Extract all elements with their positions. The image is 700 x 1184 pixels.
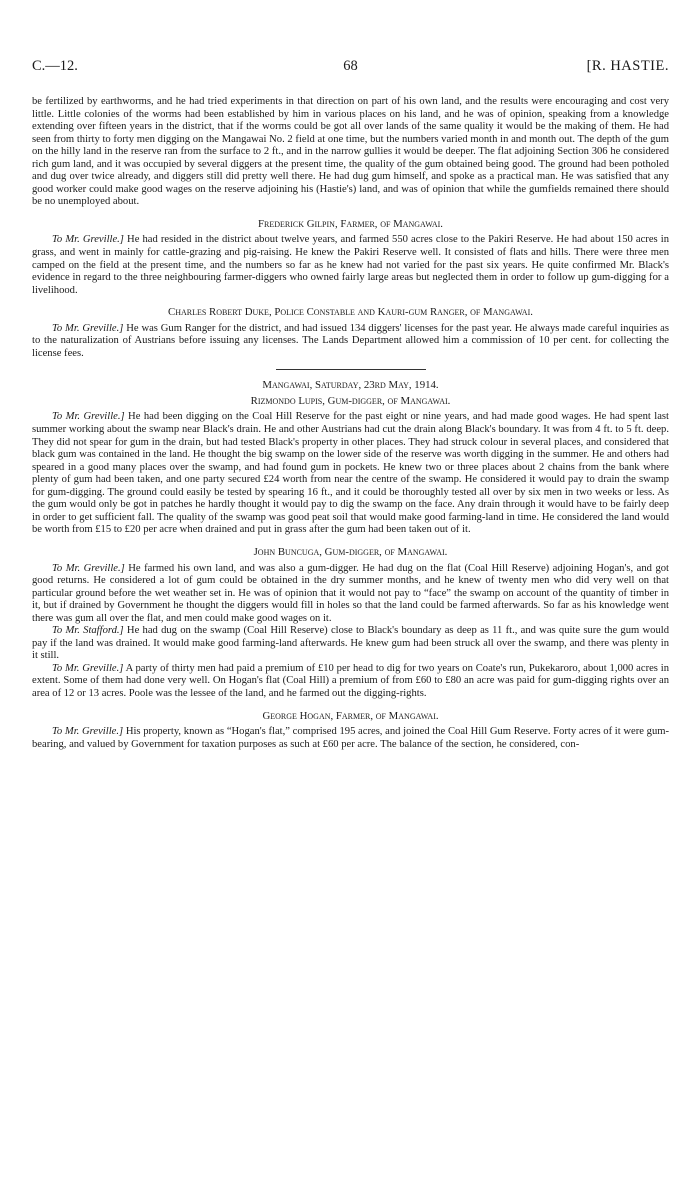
buncuga-paragraph-2 — [32, 625, 669, 663]
buncuga-address-3: To Mr. Greville.] — [52, 662, 124, 674]
page-number: 68 — [343, 58, 358, 74]
witness-heading-gilpin: Frederick Gilpin, Farmer, of Mangawai. — [258, 217, 443, 230]
witness-heading-duke: Charles Robert Duke, Police Constable and Kauri-gum Ranger, of Mangawai. — [168, 306, 533, 319]
witness-heading-lupis: Rizmondo Lupis, Gum-digger, of Mangawai. — [250, 394, 451, 407]
lupis-text: He had been digging on the Coal Hill Reserve for the past eight or nine years, and had made good wages. He had spent last summer working about the swamp near Black's drain. He and other Austrians had cut the drain along Black's boundary. It was from 4 ft. to 5 ft. deep. They did not spear for gum in the drain, but had tested Black's property in other places. They had struck colour in several places, and considered that black gum was contained in the land. He thought the big swamp on the lower side of the reserve was worth digging in the summer. He and others had speared in a good many places over the swamp, and had found gum in pockets. He knew two or three places about 2 chains from the bank where plenty of gum had been taken, and one party secured £24 worth from near the centre of the swamp. He considered it would pay to drain the swamp for gum-digging. The ground could easily be tested by spearing 16 ft., and it could be thoroughly tested all over by six men in two weeks or less. As the gum would only be got in patches he hardly thought it would pay to dig the swamp on the face. Any drain through it would have to be fairly deep in order to get sufficient fall. The quality of the swamp was good peat soil that would make good farming-land in time. He considered the land would be worth from £15 to £20 per acre when drained and put in grass after the gum had been taken out of it. — [32, 411, 669, 536]
buncuga-paragraph-3 — [32, 663, 669, 701]
buncuga-address-1: To Mr. Greville.] — [52, 562, 125, 574]
buncuga-paragraph-1 — [32, 563, 669, 626]
witness-reference: [R. HASTIE. — [586, 58, 669, 74]
hogan-address: To Mr. Greville.] — [52, 726, 124, 738]
body-text — [32, 96, 669, 751]
hogan-text: His property, known as “Hogan's flat,” comprised 195 acres, and joined the Coal Hill Gum Reserve. Forty acres of it were gum-bearing, and valued by Government for taxation purposes as such at £60 per acre. The balance of the section, he considered, con- — [32, 726, 670, 750]
intro-paragraph: be fertilized by earthworms, and he had tried experiments in that direction on part of his own land, and the results were encouraging and cost very little. Little colonies of the worms had been established by him in various places on his land, and he was of opinion, speaking from a knowledge extending over fifteen years in the district, that if the worms could be got all over lands of the same quality it would be the making of them. He had seen from thirty to forty men digging on the Mangawai No. 2 field at one time, but the numbers varied month in and month out. The depth of the gum on the hilly land in the reserve ran from the surface to 2 ft., and in the narrow gullies it would be deeper. The flat adjoining Section 306 he considered rich gum land, and it was occupied by several diggers at the present time, the quality of the gum obtained being good. The ground had been potholed and dug over twice already, and diggers still did pretty well there. He had dug gum himself, and spoke as a practical man. He was satisfied that any good worker could make good wages on the reserve adjoining his (Hastie's) land, and was of opinion that while the gumfields remained there should be no unemployed about. — [32, 96, 669, 208]
document-page — [32, 58, 669, 751]
buncuga-text-3: A party of thirty men had paid a premium of £10 per head to dig for two years on Coate's run, Pukekaroro, about 1,000 acres in extent. Some of them had done very well. On Hogan's flat (Coal Hill) a premium of from £60 to £80 an acre was paid for gum-digging rights over an area of 12 or 13 acres. Poole was the lessee of the land, and he farmed out the digging-rights. — [32, 662, 669, 699]
witness-heading-hogan: George Hogan, Farmer, of Mangawai. — [262, 709, 439, 722]
hogan-paragraph — [32, 726, 669, 751]
duke-text: He was Gum Ranger for the district, and had issued 134 diggers' licenses for the past year. He always made careful inquiries as to the naturalization of Austrians before issuing any licenses. The Lands Department allowed him a commission of 10 per cent. for collecting the license fees. — [32, 322, 669, 359]
witness-heading-buncuga: John Buncuga, Gum-digger, of Mangawai. — [253, 545, 448, 558]
document-reference: C.—12. — [32, 58, 78, 74]
gilpin-paragraph — [32, 234, 669, 297]
lupis-paragraph — [32, 411, 669, 536]
buncuga-address-2: To Mr. Stafford.] — [52, 625, 124, 637]
duke-paragraph — [32, 323, 669, 361]
buncuga-text-2: He had dug on the swamp (Coal Hill Reserve) close to Black's boundary as deep as 11 ft., and was quite sure the gum would pay if the land was drained. It would make good farming-land afterwards. He knew gum had been struck all over the swamp, and there was plenty in it still. — [32, 625, 670, 662]
lupis-address: To Mr. Greville.] — [52, 411, 125, 423]
gilpin-address: To Mr. Greville.] — [52, 234, 124, 246]
buncuga-text-1: He farmed his own land, and was also a gum-digger. He had dug on the flat (Coal Hill Reserve) adjoining Hogan's, and got good returns. He considered a lot of gum could be obtained in the dry summer months, and he knew of twenty men who did very well on that particular ground before the wet weather set in. He was of opinion that it would not pay to “face” the swamp on account of the quantity of timber in it, but if drained by Government he thought the diggers would fill in holes so that the land could be farmed afterwards. So far as his knowledge went there was gum all over the flat, and men could make good wages on it. — [32, 562, 669, 624]
section-divider — [276, 369, 426, 370]
gilpin-text: He had resided in the district about twelve years, and farmed 550 acres close to the Pakiri Reserve. He had about 150 acres in grass, and went in mainly for cattle-grazing and pig-raising. He knew the Pakiri Reserve well. It consisted of flats and hills. There were three men camped on the field at the present time, and the numbers so far as he knew had not varied for the past six years. He quite confirmed Mr. Black's evidence in regard to the three neighbouring farmer-diggers who owned fairly large areas but neglected them in order to follow up gum-digging for a livelihood. — [32, 234, 669, 296]
duke-address: To Mr. Greville.] — [52, 322, 124, 334]
session-date: Mangawai, Saturday, 23rd May, 1914. — [262, 379, 439, 392]
page-header — [32, 58, 669, 82]
